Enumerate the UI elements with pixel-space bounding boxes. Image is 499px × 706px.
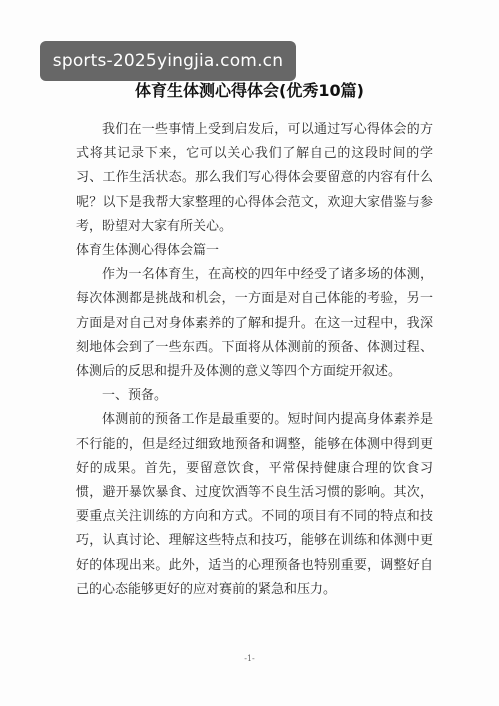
body-paragraph: 体测前的预备工作是最重要的。短时间内提高身体素养是不行能的，但是经过细致地预备和调整，能够在体测中得到更好的成果。首先，要留意饮食，平常保持健康合理的饮食习惯，避开暴饮暴食、过度饮酒等不良生活习惯的影响。其次，要重点关注训练的方向和方式。不同的项目有不同的特点和技巧，认真讨论、理解这些特点和技巧，能够在训练和体测中更好的体现出来。此外，适当的心理预备也特别重要，调整好自己的心态能够更好的应对赛前的紧急和压力。 [76,412,433,597]
document-title: 体育生体测心得体会(优秀10篇) [135,81,364,100]
page-number: -1- [244,654,255,663]
intro-paragraph: 我们在一些事情上受到启发后，可以通过写心得体会的方式将其记录下来，它可以关心我们了解自己的这段时间的学习、工作生活状态。那么我们写心得体会要留意的内容有什么呢？以下是我帮大家整理的心得体会范文，欢迎大家借鉴与参考，盼望对大家有所关心。 [76,122,433,234]
section-heading: 体育生体测心得体会篇一 [76,243,220,259]
watermark-banner: sports-2025yingjia.com.cn [40,41,296,81]
body-paragraph: 作为一名体育生，在高校的四年中经受了诸多场的体测，每次体测都是挑战和机会，一方面是对自己体能的考验，另一方面是对自己对身体素养的了解和提升。在这一过程中，我深刻地体会到了一些东西。下面将从体测前的预备、体测过程、体测后的反思和提升及体测的意义等四个方面绽开叙述。 [76,267,433,380]
subsection-heading: 一、预备。 [102,388,168,404]
document-body [76,118,433,602]
